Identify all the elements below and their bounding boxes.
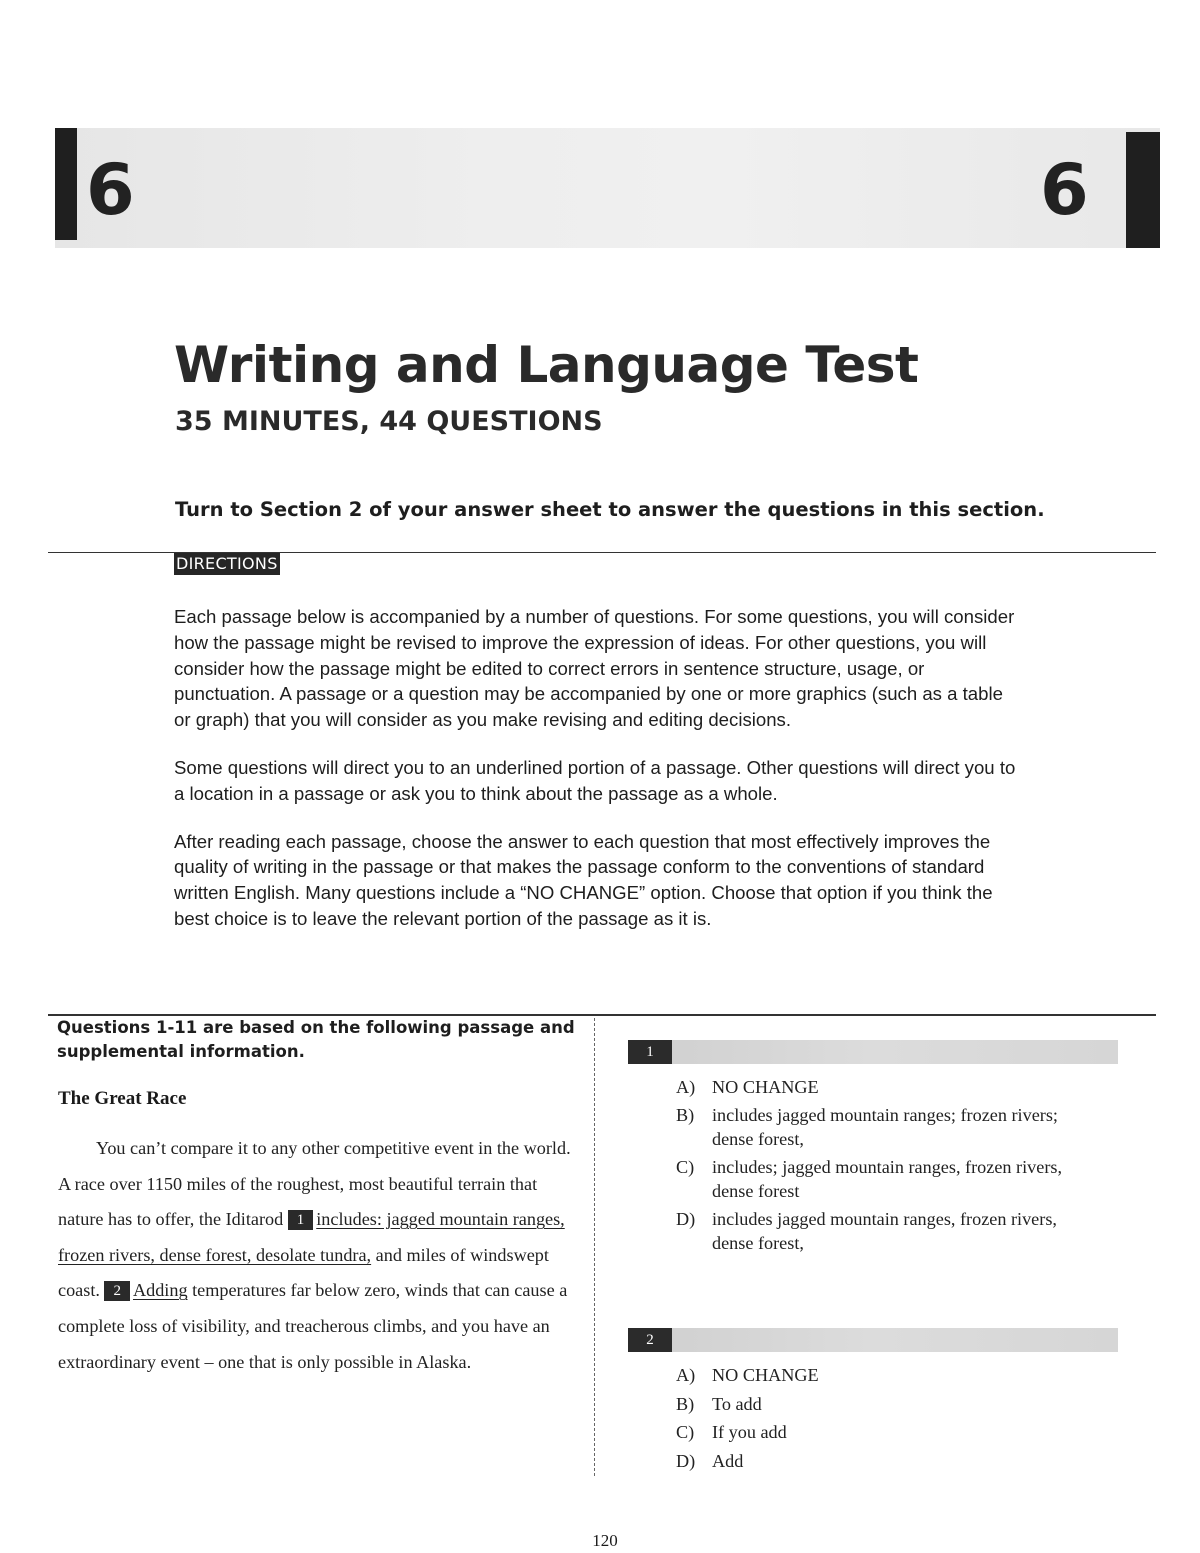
passage-segment: and miles of windswept coast. bbox=[58, 1244, 549, 1301]
choice-letter: D) bbox=[676, 1450, 696, 1471]
answer-sheet-instruction: Turn to Section 2 of your answer sheet to answer the questions in this section. bbox=[175, 498, 1045, 521]
section-marker-right bbox=[1126, 132, 1160, 248]
answer-choice[interactable] bbox=[676, 1103, 1076, 1152]
underlined-portion-2: Adding bbox=[132, 1280, 188, 1301]
answer-choice[interactable] bbox=[676, 1418, 1076, 1447]
section-number-right: 6 bbox=[1040, 149, 1089, 231]
column-divider bbox=[594, 1018, 595, 1476]
choice-text: Add bbox=[712, 1450, 744, 1471]
passage-segment: temperatures far below zero, winds that can cause a complete loss of visibility, and treacherous climbs, and you have an extraordinary event – one that is only possible in Alaska. bbox=[58, 1280, 568, 1372]
choice-letter: D) bbox=[676, 1208, 696, 1229]
answer-choice[interactable] bbox=[676, 1361, 1076, 1390]
choice-text: includes jagged mountain ranges; frozen rivers; dense forest, bbox=[712, 1104, 1058, 1149]
choice-text: NO CHANGE bbox=[712, 1365, 819, 1385]
choice-letter: A) bbox=[676, 1077, 696, 1097]
answer-choices-1 bbox=[676, 1075, 1076, 1259]
answer-choices-2 bbox=[676, 1361, 1076, 1475]
passage-intro: Questions 1-11 are based on the following passage and supplemental information. bbox=[57, 1018, 575, 1061]
page-number: 120 bbox=[592, 1531, 618, 1550]
choice-text: If you add bbox=[712, 1422, 787, 1442]
question-marker-1[interactable]: 1 bbox=[288, 1210, 314, 1230]
question-number: 2 bbox=[628, 1328, 672, 1352]
passage-title: The Great Race bbox=[58, 1088, 187, 1109]
choice-letter: C) bbox=[676, 1422, 695, 1442]
answer-choice[interactable] bbox=[676, 1155, 1076, 1204]
answer-choice[interactable] bbox=[676, 1207, 1076, 1256]
question-marker-2[interactable]: 2 bbox=[104, 1281, 130, 1301]
section-number-left: 6 bbox=[86, 149, 135, 231]
choice-letter: B) bbox=[676, 1104, 695, 1125]
choice-text: includes; jagged mountain ranges, frozen rivers, dense forest bbox=[712, 1156, 1062, 1201]
directions-label: DIRECTIONS bbox=[176, 554, 278, 573]
passage-segment: You can’t compare it to any other competitive event in the world. A race over 1150 miles of the roughest, most beautiful terrain that nature has to offer, the Iditarod bbox=[58, 1138, 571, 1230]
choice-text: includes jagged mountain ranges, frozen rivers, dense forest, bbox=[712, 1208, 1057, 1253]
choice-text: NO CHANGE bbox=[712, 1077, 819, 1097]
choice-letter: C) bbox=[676, 1156, 695, 1177]
page-title: Writing and Language Test bbox=[174, 336, 919, 394]
passage-text bbox=[58, 1131, 573, 1380]
answer-choice[interactable] bbox=[676, 1390, 1076, 1419]
choice-letter: B) bbox=[676, 1393, 695, 1414]
answer-choice[interactable] bbox=[676, 1447, 1076, 1476]
section-banner bbox=[55, 128, 1160, 248]
question-number: 1 bbox=[628, 1040, 672, 1064]
directions-text bbox=[174, 604, 1024, 954]
directions-paragraph: Some questions will direct you to an underlined portion of a passage. Other questions will direct you to a location in a passage or ask you to think about the passage as a whole. bbox=[174, 756, 1016, 804]
underlined-portion-1: includes: jagged mountain ranges, frozen rivers, dense forest, desolate tundra, bbox=[58, 1209, 565, 1265]
choice-text: To add bbox=[712, 1393, 762, 1414]
choice-letter: A) bbox=[676, 1365, 696, 1385]
directions-paragraph: After reading each passage, choose the answer to each question that most effectively improves the quality of writing in the passage or that makes the passage conform to the conventions of standard written English. Many questions include a “NO CHANGE” option. Choose that option if you think the best choice is to leave the relevant portion of the passage as it is. bbox=[174, 830, 993, 929]
question-header-2 bbox=[628, 1328, 1118, 1352]
question-header-1 bbox=[628, 1040, 1118, 1064]
section-marker-left bbox=[55, 128, 77, 240]
page-subtitle: 35 MINUTES, 44 QUESTIONS bbox=[175, 406, 603, 437]
answer-choice[interactable] bbox=[676, 1075, 1076, 1100]
directions-paragraph: Each passage below is accompanied by a number of questions. For some questions, you will consider how the passage might be revised to improve the expression of ideas. For other questions, you will consider how the passage might be edited to correct errors in sentence structure, usage, or punctuation. A passage or a question may be accompanied by one or more graphics (such as a table or graph) that you will consider as you make revising and editing decisions. bbox=[174, 606, 1015, 731]
